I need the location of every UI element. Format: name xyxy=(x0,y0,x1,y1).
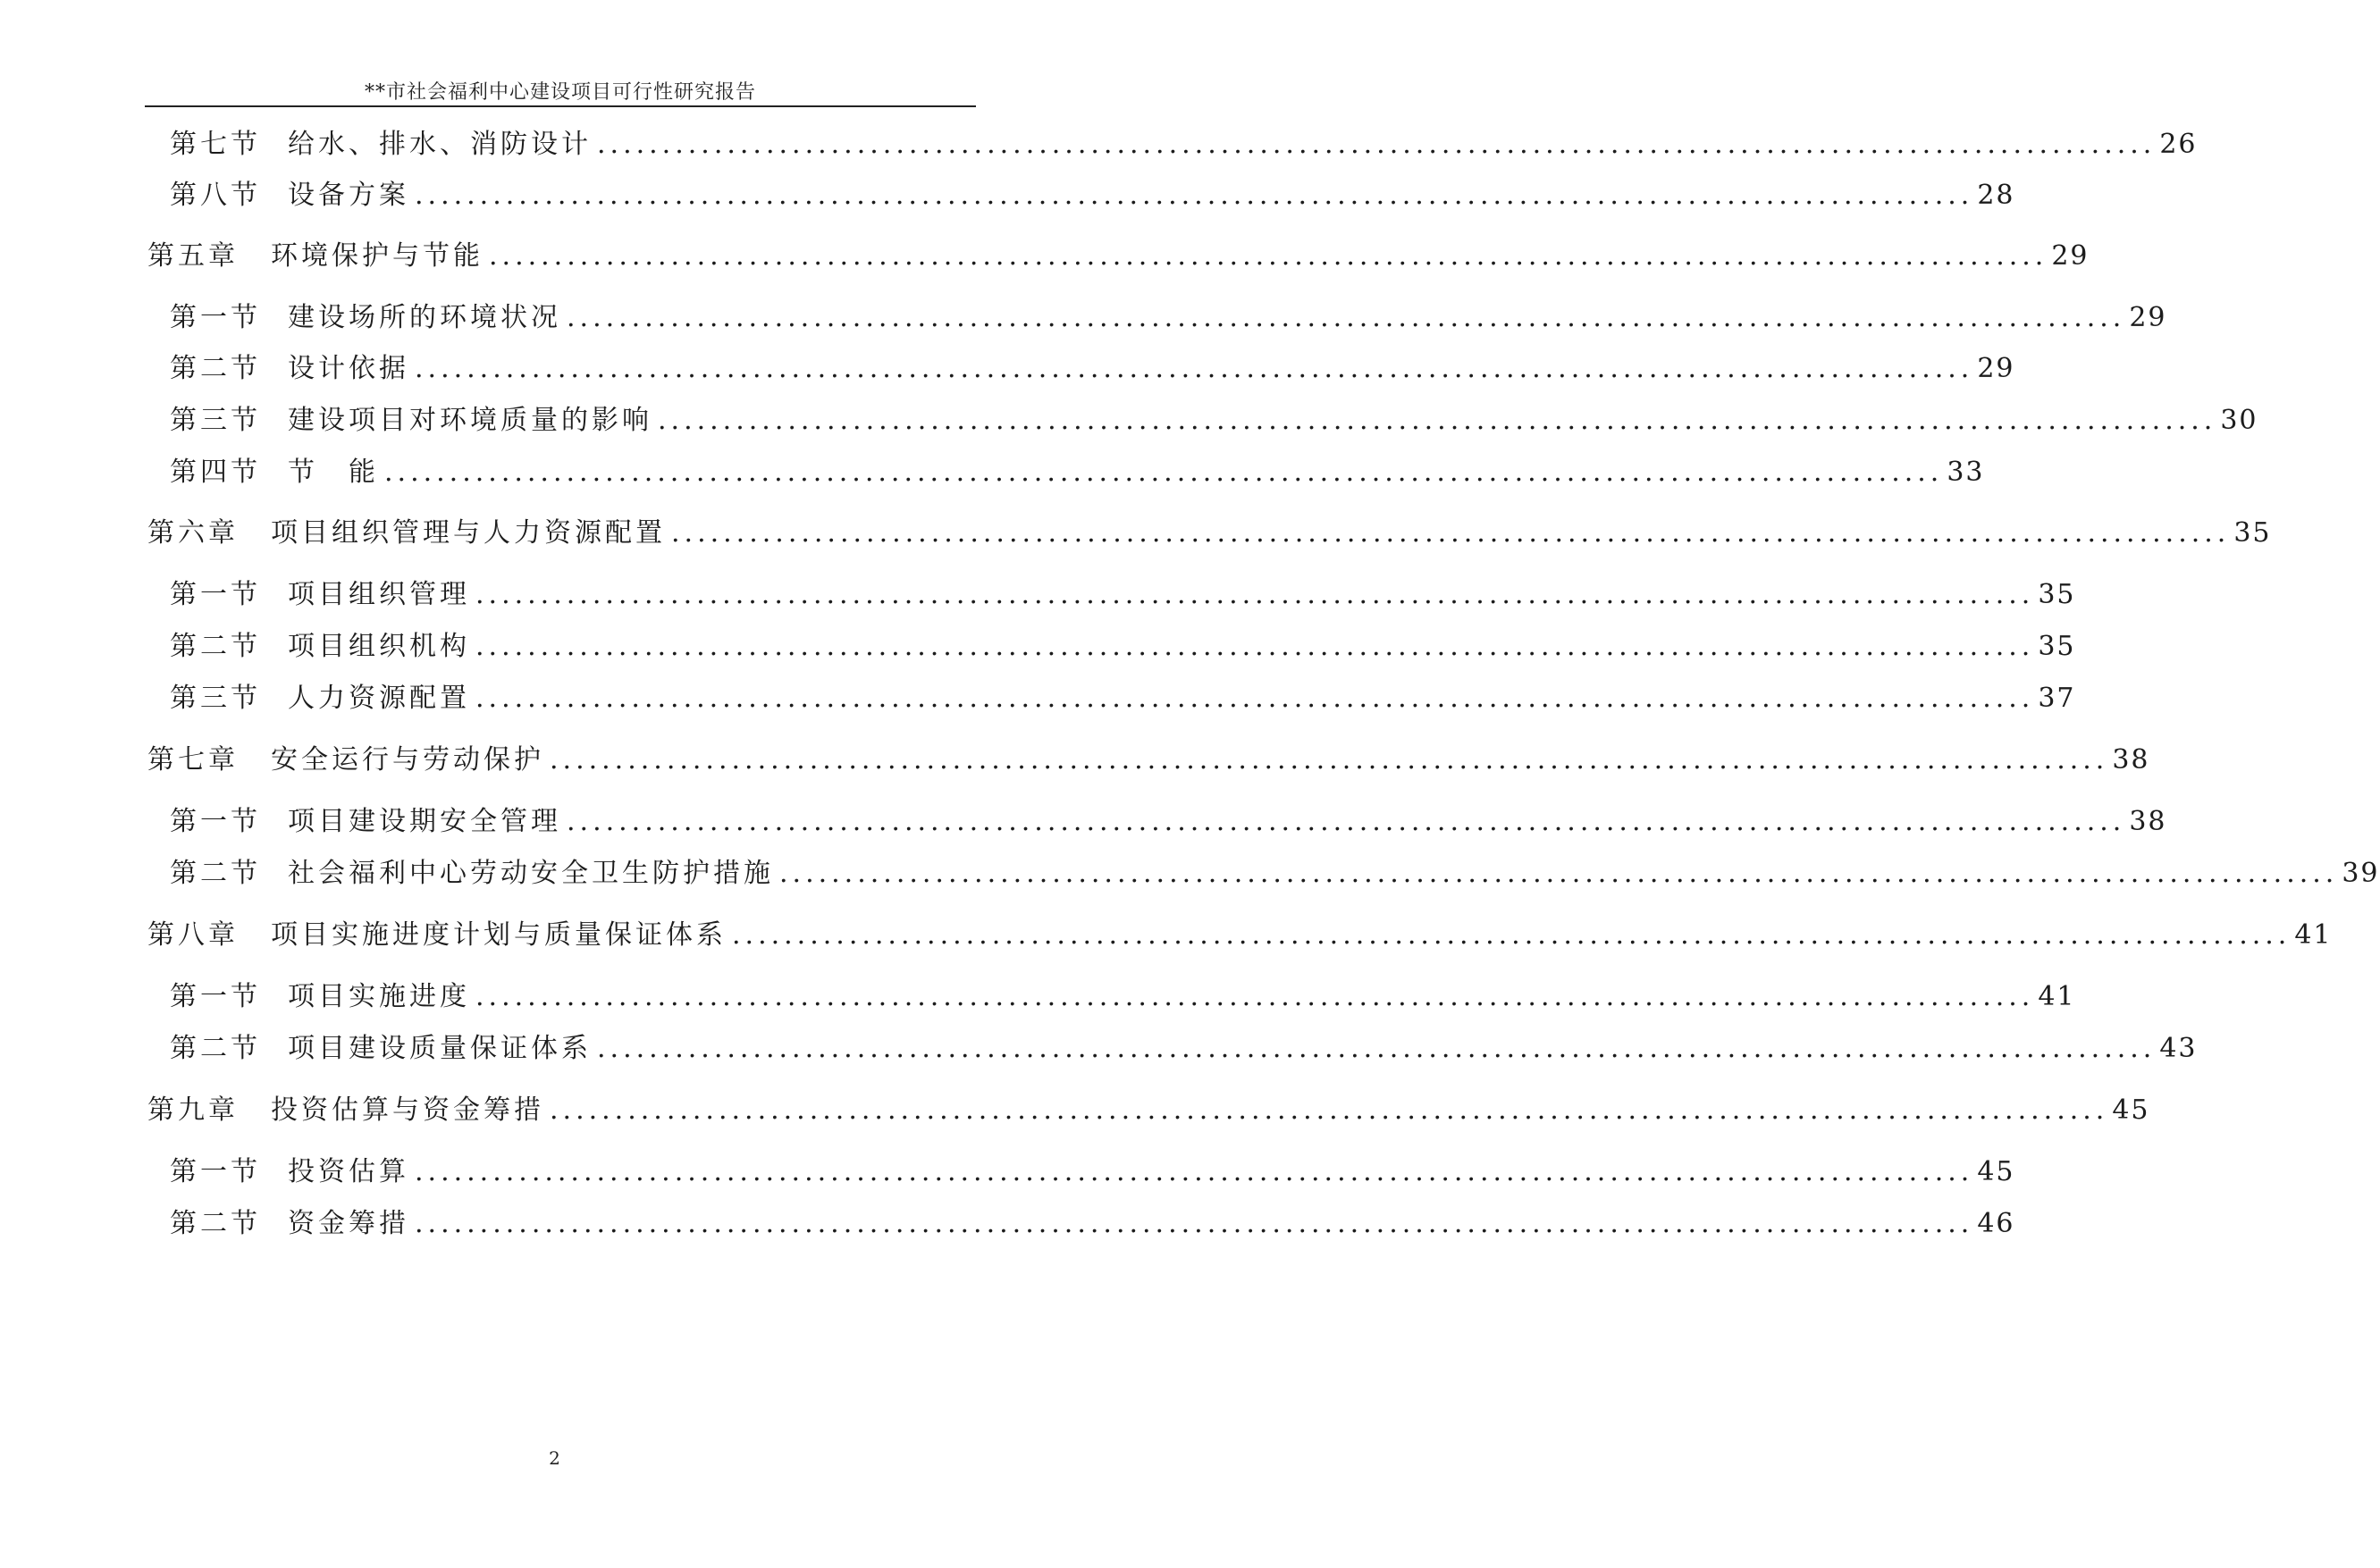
toc-entry-page: 29 xyxy=(1977,353,2015,384)
toc-entry-page: 39 xyxy=(2342,858,2380,889)
running-header: **市社会福利中心建设项目可行性研究报告 xyxy=(364,81,756,104)
toc-entry-title: 设计依据 xyxy=(288,353,409,384)
toc-entry-page: 35 xyxy=(2233,517,2272,549)
toc-entry-number: 第五章 xyxy=(147,240,239,272)
toc-entry-page: 45 xyxy=(2112,1094,2150,1126)
toc-entry-section xyxy=(170,856,2380,892)
toc-entry-title: 投资估算与资金筹措 xyxy=(271,1094,544,1126)
toc-entry-page: 35 xyxy=(2038,631,2076,662)
toc-dot-leader: ........................................................................................................................ xyxy=(732,919,2292,951)
toc-entry-number: 第一节 xyxy=(170,806,261,837)
toc-entry-title: 建设项目对环境质量的影响 xyxy=(288,405,652,436)
toc-entry-chapter xyxy=(147,1093,2150,1128)
toc-entry-page: 30 xyxy=(2220,405,2258,436)
toc-entry-page: 37 xyxy=(2038,683,2076,714)
toc-entry-chapter xyxy=(147,742,2150,778)
toc-entry-number: 第七节 xyxy=(170,129,261,160)
toc-entry-number: 第七章 xyxy=(147,744,239,776)
toc-entry-page: 41 xyxy=(2038,981,2076,1012)
toc-dot-leader: ........................................................................................................................ xyxy=(550,1094,2109,1126)
page-number: 2 xyxy=(549,1447,560,1469)
toc-entry-number: 第九章 xyxy=(147,1094,239,1126)
toc-entry-page: 45 xyxy=(1977,1156,2015,1187)
toc-dot-leader: ........................................................................................................................ xyxy=(489,240,2048,272)
toc-entry-number: 第八节 xyxy=(170,180,261,211)
toc-entry-number: 第一节 xyxy=(170,1156,261,1187)
toc-entry-section xyxy=(170,1206,2015,1242)
toc-entry-section xyxy=(170,979,2076,1015)
toc-entry-section xyxy=(170,127,2198,163)
toc-entry-section xyxy=(170,577,2076,613)
toc-entry-title: 项目组织机构 xyxy=(288,631,470,662)
toc-entry-title: 人力资源配置 xyxy=(288,683,470,714)
toc-dot-leader: ........................................................................................................................ xyxy=(597,129,2157,160)
toc-dot-leader: ........................................................................................................................ xyxy=(475,631,2035,662)
toc-entry-title: 设备方案 xyxy=(288,180,409,211)
toc-entry-section xyxy=(170,1154,2015,1190)
toc-entry-chapter xyxy=(147,918,2333,953)
toc-entry-page: 41 xyxy=(2294,919,2333,951)
toc-dot-leader: ........................................................................................................................ xyxy=(671,517,2231,549)
toc-dot-leader: ........................................................................................................................ xyxy=(475,683,2035,714)
toc-entry-number: 第二节 xyxy=(170,353,261,384)
toc-dot-leader: ........................................................................................................................ xyxy=(475,981,2035,1012)
toc-entry-number: 第二节 xyxy=(170,858,261,889)
toc-entry-page: 33 xyxy=(1947,457,1985,488)
toc-dot-leader: ........................................................................................................................ xyxy=(658,405,2217,436)
toc-dot-leader: ........................................................................................................................ xyxy=(415,180,1974,211)
toc-entry-number: 第一节 xyxy=(170,302,261,333)
toc-entry-number: 第二节 xyxy=(170,631,261,662)
toc-entry-page: 29 xyxy=(2051,240,2090,272)
toc-dot-leader: ........................................................................................................................ xyxy=(597,1033,2157,1064)
toc-entry-title: 项目建设期安全管理 xyxy=(288,806,561,837)
toc-dot-leader: ........................................................................................................................ xyxy=(384,457,1944,488)
toc-entry-number: 第八章 xyxy=(147,919,239,951)
toc-entry-number: 第三节 xyxy=(170,683,261,714)
toc-entry-section xyxy=(170,403,2258,439)
toc-entry-number: 第一节 xyxy=(170,981,261,1012)
toc-entry-page: 26 xyxy=(2159,129,2198,160)
toc-entry-section xyxy=(170,300,2167,336)
toc-dot-leader: ........................................................................................................................ xyxy=(475,579,2035,610)
toc-entry-section xyxy=(170,178,2015,214)
toc-entry-title: 社会福利中心劳动安全卫生防护措施 xyxy=(288,858,774,889)
toc-entry-title: 节 能 xyxy=(288,457,379,488)
toc-entry-number: 第三节 xyxy=(170,405,261,436)
toc-entry-page: 38 xyxy=(2129,806,2167,837)
toc-entry-page: 28 xyxy=(1977,180,2015,211)
toc-dot-leader: ........................................................................................................................ xyxy=(415,1208,1974,1239)
toc-entry-section xyxy=(170,629,2076,665)
toc-entry-number: 第二节 xyxy=(170,1208,261,1239)
toc-dot-leader: ........................................................................................................................ xyxy=(567,302,2126,333)
toc-entry-number: 第一节 xyxy=(170,579,261,610)
toc-entry-number: 第六章 xyxy=(147,517,239,549)
toc-entry-section xyxy=(170,681,2076,717)
toc-entry-title: 安全运行与劳动保护 xyxy=(271,744,544,776)
toc-entry-title: 项目组织管理与人力资源配置 xyxy=(271,517,666,549)
toc-entry-chapter xyxy=(147,239,2090,274)
toc-entry-title: 环境保护与节能 xyxy=(271,240,484,272)
toc-entry-page: 38 xyxy=(2112,744,2150,776)
toc-dot-leader: ........................................................................................................................ xyxy=(567,806,2126,837)
toc-dot-leader: ........................................................................................................................ xyxy=(550,744,2109,776)
toc-entry-title: 建设场所的环境状况 xyxy=(288,302,561,333)
toc-entry-title: 项目组织管理 xyxy=(288,579,470,610)
toc-dot-leader: ........................................................................................................................ xyxy=(415,1156,1974,1187)
toc-dot-leader: ........................................................................................................................ xyxy=(415,353,1974,384)
toc-entry-number: 第四节 xyxy=(170,457,261,488)
toc-entry-page: 46 xyxy=(1977,1208,2015,1239)
toc-entry-section xyxy=(170,804,2167,840)
toc-entry-page: 29 xyxy=(2129,302,2167,333)
toc-entry-title: 项目实施进度计划与质量保证体系 xyxy=(271,919,727,951)
toc-entry-section xyxy=(170,455,1985,491)
toc-entry-title: 资金筹措 xyxy=(288,1208,409,1239)
toc-dot-leader: ........................................................................................................................ xyxy=(779,858,2339,889)
toc-entry-title: 项目建设质量保证体系 xyxy=(288,1033,592,1064)
toc-entry-page: 43 xyxy=(2159,1033,2198,1064)
toc-entry-chapter xyxy=(147,516,2272,551)
toc-entry-title: 项目实施进度 xyxy=(288,981,470,1012)
toc-entry-title: 给水、排水、消防设计 xyxy=(288,129,592,160)
toc-entry-title: 投资估算 xyxy=(288,1156,409,1187)
toc-entry-section xyxy=(170,1031,2198,1067)
toc-entry-page: 35 xyxy=(2038,579,2076,610)
toc-entry-section xyxy=(170,351,2015,387)
toc-entry-number: 第二节 xyxy=(170,1033,261,1064)
